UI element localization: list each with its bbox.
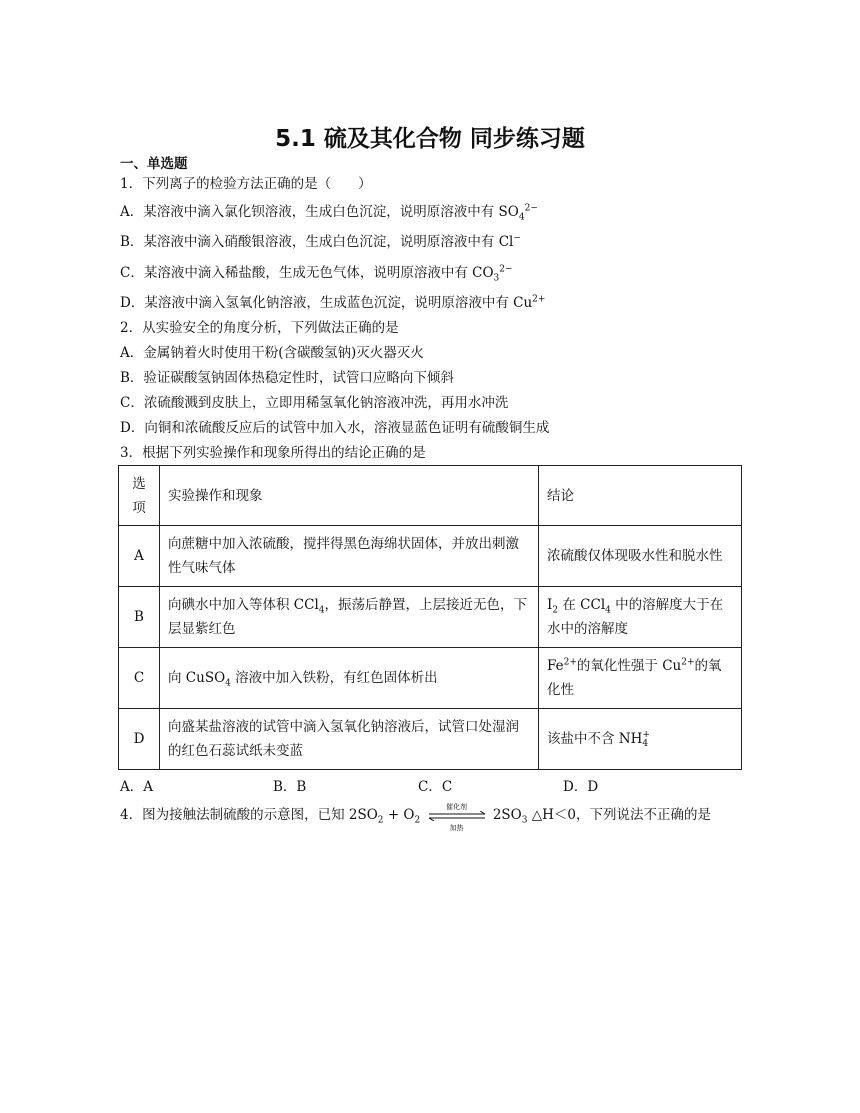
q1-option-a xyxy=(120,200,538,223)
row-conclusion xyxy=(539,587,742,648)
row-operation-sub: 4 xyxy=(318,605,325,616)
row-operation-post: ，振荡后静置，上层接近无色，下层显紫红色 xyxy=(168,597,528,637)
arrow-condition-top: 催化剂 xyxy=(446,802,468,811)
row-conclusion-mid: 在 CCl xyxy=(558,597,606,613)
row-operation-post: 溶液中加入铁粉，有红色固体析出 xyxy=(230,670,438,686)
row-conclusion-pre: I xyxy=(547,597,553,613)
q4-pre: 4．图为接触法制硫酸的示意图，已知 2SO xyxy=(120,807,378,823)
table-row xyxy=(119,587,742,648)
q3-table xyxy=(118,465,742,770)
row-operation xyxy=(160,648,539,709)
q1-option-a-sup: 2− xyxy=(524,203,538,214)
row-conclusion-post: 中的溶解度大于在水中的溶解度 xyxy=(547,597,724,637)
q1-option-c-text: C．某溶液中滴入稀盐酸，生成无色气体，说明原溶液中有 CO xyxy=(120,265,494,281)
row-conclusion-sub1: 2 xyxy=(552,605,559,616)
table-row xyxy=(119,648,742,709)
header-operation: 实验操作和现象 xyxy=(160,466,539,526)
row-conclusion-sub2: 4 xyxy=(605,605,611,616)
q2-stem: 2．从实验安全的角度分析，下列做法正确的是 xyxy=(120,320,399,336)
q2-option-a: A．金属钠着火时使用干粉(含碳酸氢钠)灭火器灭火 xyxy=(120,345,424,361)
row-option: D xyxy=(119,709,160,770)
row-operation-pre: 向 CuSO xyxy=(168,670,226,686)
row-conclusion-sup: + xyxy=(642,729,650,740)
page-title: 5.1 硫及其化合物 同步练习题 xyxy=(275,126,585,152)
header-option: 选项 xyxy=(119,466,160,526)
table-row xyxy=(119,709,742,770)
q4-sub1: 2 xyxy=(377,815,384,826)
q3-option-a: A．A xyxy=(120,779,153,795)
equilibrium-arrow-icon xyxy=(427,811,487,821)
row-conclusion-pre: 该盐中不含 NH xyxy=(547,731,643,747)
q1-option-c-sup: 2− xyxy=(499,264,513,275)
q4-plus: + O xyxy=(383,807,415,823)
row-operation: 向盛某盐溶液的试管中滴入氢氧化钠溶液后，试管口处湿润的红色石蕊试纸未变蓝 xyxy=(160,709,539,770)
q1-option-c-sub: 3 xyxy=(493,273,500,284)
row-option: C xyxy=(119,648,160,709)
row-operation-sub: 4 xyxy=(225,678,231,689)
q1-option-d-sup: 2+ xyxy=(532,294,546,305)
q1-option-a-text: A．某溶液中滴入氯化钡溶液，生成白色沉淀，说明原溶液中有 SO xyxy=(120,204,519,220)
row-option: B xyxy=(119,587,160,648)
q3-option-d: D．D xyxy=(563,779,599,795)
q3-stem: 3．根据下列实验操作和现象所得出的结论正确的是 xyxy=(120,445,426,461)
arrow-condition-bottom: 加热 xyxy=(449,823,464,832)
row-conclusion-post: 的氧化性 xyxy=(547,658,722,698)
row-operation-pre: 向碘水中加入等体积 CCl xyxy=(168,597,319,613)
q1-option-a-sub: 4 xyxy=(518,212,525,223)
q4-sub3: 3 xyxy=(521,815,528,826)
q2-option-d: D．向铜和浓硫酸反应后的试管中加入水，溶液显蓝色证明有硫酸铜生成 xyxy=(120,420,550,436)
q1-option-c xyxy=(120,261,513,284)
q4-sub2: 2 xyxy=(414,815,421,826)
q1-option-b-sup: − xyxy=(513,233,521,244)
row-conclusion-sup1: 2+ xyxy=(563,657,577,668)
q2-option-b: B．验证碳酸氢钠固体热稳定性时，试管口应略向下倾斜 xyxy=(120,370,454,386)
row-conclusion-sup2: 2+ xyxy=(681,657,695,668)
q1-option-d-text: D．某溶液中滴入氢氧化钠溶液，生成蓝色沉淀，说明原溶液中有 Cu xyxy=(120,295,533,311)
q3-option-b: B．B xyxy=(273,779,307,795)
q1-stem: 1．下列离子的检验方法正确的是（ ） xyxy=(120,176,372,192)
row-conclusion xyxy=(539,648,742,709)
q2-option-c: C．浓硫酸溅到皮肤上，立即用稀氢氧化钠溶液冲洗，再用水冲洗 xyxy=(120,395,509,411)
q1-option-b xyxy=(120,230,521,250)
header-conclusion: 结论 xyxy=(539,466,742,526)
q3-option-c: C．C xyxy=(418,779,453,795)
row-option: A xyxy=(119,526,160,587)
row-conclusion-sub: 4 xyxy=(642,738,649,749)
row-conclusion-mid: 的氧化性强于 Cu xyxy=(576,658,682,674)
section-heading: 一、单选题 xyxy=(120,156,188,172)
row-operation xyxy=(160,587,539,648)
q4-stem xyxy=(120,802,712,832)
q1-option-d xyxy=(120,291,545,311)
row-conclusion: 浓硫酸仅体现吸水性和脱水性 xyxy=(539,526,742,587)
reversible-arrow xyxy=(427,802,487,832)
row-operation: 向蔗糖中加入浓硫酸，搅拌得黑色海绵状固体，并放出刺激性气味气体 xyxy=(160,526,539,587)
table-header-row xyxy=(119,466,742,526)
q1-option-b-text: B．某溶液中滴入硝酸银溶液，生成白色沉淀，说明原溶液中有 Cl xyxy=(120,234,514,250)
row-conclusion-pre: Fe xyxy=(547,658,564,674)
row-conclusion xyxy=(539,709,742,770)
table-row xyxy=(119,526,742,587)
q4-product: 2SO xyxy=(492,807,522,823)
q4-post: △H＜0，下列说法不正确的是 xyxy=(527,807,712,823)
